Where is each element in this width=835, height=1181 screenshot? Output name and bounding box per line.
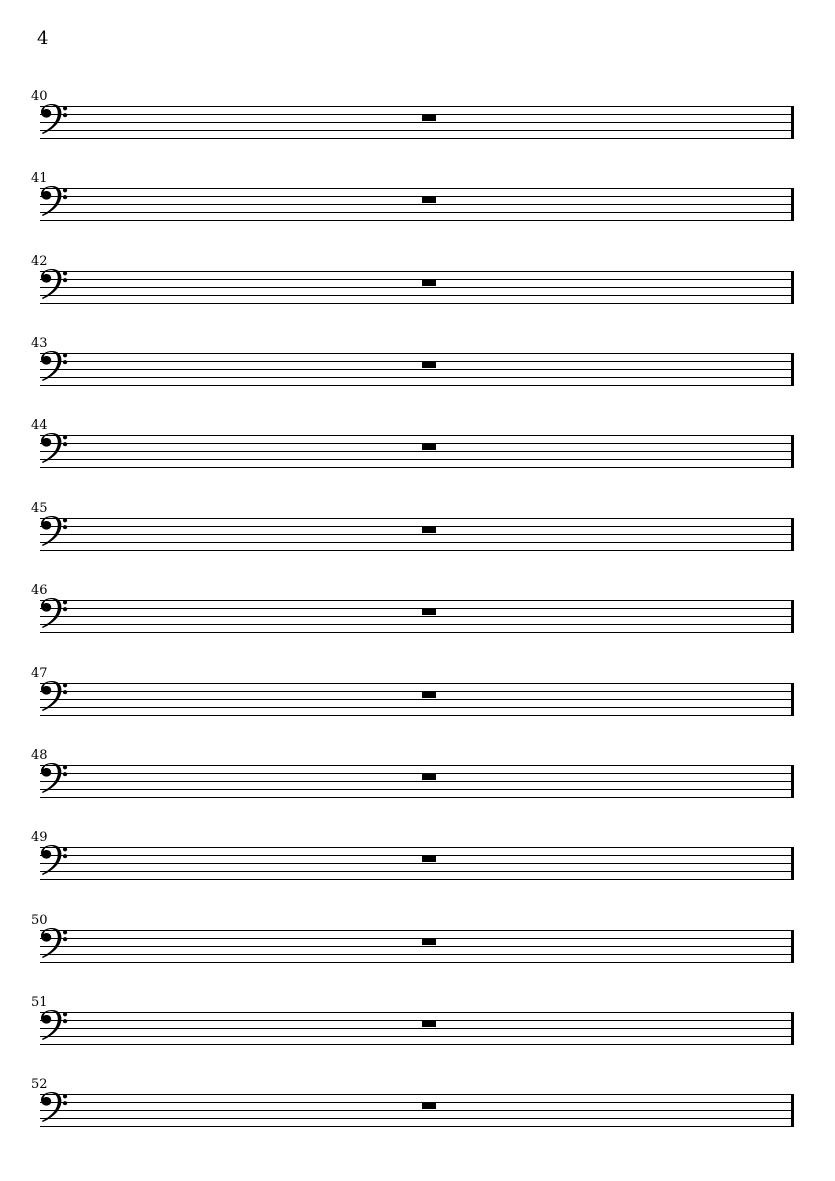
staff-line-2	[40, 938, 794, 939]
staff-line-3	[40, 204, 794, 205]
staff-line-5	[40, 220, 794, 221]
staff-line-1	[40, 518, 794, 519]
bass-clef-icon	[41, 516, 68, 547]
staff-line-2	[40, 196, 794, 197]
staff-system	[31, 747, 794, 798]
whole-rest	[422, 608, 436, 615]
systems-container	[31, 89, 794, 1177]
staff-line-1	[40, 271, 794, 272]
bass-clef-icon	[41, 763, 68, 794]
staff-line-1	[40, 1012, 794, 1013]
staff-line-3	[40, 287, 794, 288]
staff-line-3	[40, 1028, 794, 1029]
staff-line-1	[40, 1094, 794, 1095]
staff-line-1	[40, 765, 794, 766]
end-barline	[791, 930, 794, 963]
staff-system	[31, 912, 794, 963]
whole-rest	[422, 855, 436, 862]
staff-line-1	[40, 353, 794, 354]
measure-number: 40	[31, 89, 48, 104]
staff-line-5	[40, 632, 794, 633]
whole-rest	[422, 1102, 436, 1109]
measure-number: 52	[31, 1077, 48, 1093]
bass-clef-icon	[41, 433, 68, 464]
staff-line-4	[40, 1036, 794, 1037]
measure-number: 51	[31, 994, 48, 1010]
measure-number: 47	[31, 665, 48, 681]
bass-clef-icon	[41, 681, 68, 712]
page-number: 4	[37, 28, 49, 49]
end-barline	[791, 683, 794, 716]
staff-line-4	[40, 459, 794, 460]
bass-clef-icon	[41, 598, 68, 629]
staff-line-5	[40, 715, 794, 716]
staff-line-2	[40, 443, 794, 444]
staff-line-4	[40, 542, 794, 543]
measure-number: 42	[31, 253, 48, 269]
whole-rest	[422, 691, 436, 698]
staff-line-2	[40, 361, 794, 362]
measure-number: 41	[31, 171, 48, 187]
staff-line-1	[40, 847, 794, 848]
staff-line-1	[40, 930, 794, 931]
staff-line-5	[40, 138, 794, 139]
staff-line-1	[40, 188, 794, 189]
staff-line-4	[40, 295, 794, 296]
staff-line-5	[40, 550, 794, 551]
staff-line-4	[40, 624, 794, 625]
measure-number: 43	[31, 336, 48, 352]
end-barline	[791, 271, 794, 304]
staff-system	[31, 665, 794, 716]
staff-line-4	[40, 871, 794, 872]
whole-rest	[422, 361, 436, 368]
staff-system	[31, 89, 794, 139]
staff-line-4	[40, 212, 794, 213]
staff-line-2	[40, 855, 794, 856]
bass-clef-icon	[41, 1092, 68, 1123]
staff-system	[31, 336, 794, 386]
bass-clef-icon	[41, 186, 68, 217]
whole-rest	[422, 279, 436, 286]
staff-line-4	[40, 954, 794, 955]
staff-line-5	[40, 962, 794, 963]
end-barline	[791, 518, 794, 551]
staff-line-2	[40, 608, 794, 609]
staff-line-3	[40, 781, 794, 782]
staff-line-5	[40, 1126, 794, 1127]
measure-number: 44	[31, 418, 48, 434]
staff-line-3	[40, 451, 794, 452]
staff-line-3	[40, 863, 794, 864]
staff-line-3	[40, 1110, 794, 1111]
staff-line-2	[40, 114, 794, 115]
staff-line-2	[40, 1020, 794, 1021]
staff-line-4	[40, 707, 794, 708]
staff-line-3	[40, 616, 794, 617]
staff-system	[31, 994, 794, 1045]
whole-rest	[422, 443, 436, 450]
staff-system	[31, 171, 794, 221]
end-barline	[791, 1094, 794, 1127]
staff-line-3	[40, 946, 794, 947]
staff-line-4	[40, 789, 794, 790]
staff-line-3	[40, 699, 794, 700]
bass-clef-icon	[41, 1010, 68, 1041]
staff-line-5	[40, 797, 794, 798]
bass-clef-icon	[41, 104, 68, 135]
measure-number: 50	[31, 912, 48, 928]
whole-rest	[422, 1020, 436, 1027]
staff-line-5	[40, 385, 794, 386]
staff-line-3	[40, 122, 794, 123]
staff-line-5	[40, 879, 794, 880]
staff-line-3	[40, 534, 794, 535]
staff-system	[31, 500, 794, 551]
staff-line-2	[40, 279, 794, 280]
bass-clef-icon	[41, 269, 68, 300]
staff-line-1	[40, 435, 794, 436]
bass-clef-icon	[41, 351, 68, 382]
staff-line-1	[40, 683, 794, 684]
whole-rest	[422, 526, 436, 533]
end-barline	[791, 188, 794, 221]
staff-line-2	[40, 1102, 794, 1103]
end-barline	[791, 106, 794, 139]
whole-rest	[422, 114, 436, 121]
staff-line-5	[40, 303, 794, 304]
staff-line-3	[40, 369, 794, 370]
staff-line-4	[40, 130, 794, 131]
end-barline	[791, 847, 794, 880]
staff-line-4	[40, 1118, 794, 1119]
staff-line-1	[40, 106, 794, 107]
measure-number: 48	[31, 747, 48, 763]
measure-number: 45	[31, 500, 48, 516]
measure-number: 49	[31, 830, 48, 846]
staff-line-1	[40, 600, 794, 601]
staff-system	[31, 1077, 794, 1127]
bass-clef-icon	[41, 845, 68, 876]
measure-number: 46	[31, 583, 48, 599]
end-barline	[791, 600, 794, 633]
staff-line-5	[40, 1044, 794, 1045]
staff-line-2	[40, 691, 794, 692]
staff-system	[31, 830, 794, 880]
staff-system	[31, 418, 794, 468]
whole-rest	[422, 773, 436, 780]
staff-line-2	[40, 773, 794, 774]
staff-system	[31, 583, 794, 633]
end-barline	[791, 353, 794, 386]
end-barline	[791, 765, 794, 798]
end-barline	[791, 1012, 794, 1045]
end-barline	[791, 435, 794, 468]
staff-line-4	[40, 377, 794, 378]
whole-rest	[422, 938, 436, 945]
whole-rest	[422, 196, 436, 203]
staff-system	[31, 253, 794, 304]
bass-clef-icon	[41, 928, 68, 959]
staff-line-2	[40, 526, 794, 527]
staff-line-5	[40, 467, 794, 468]
